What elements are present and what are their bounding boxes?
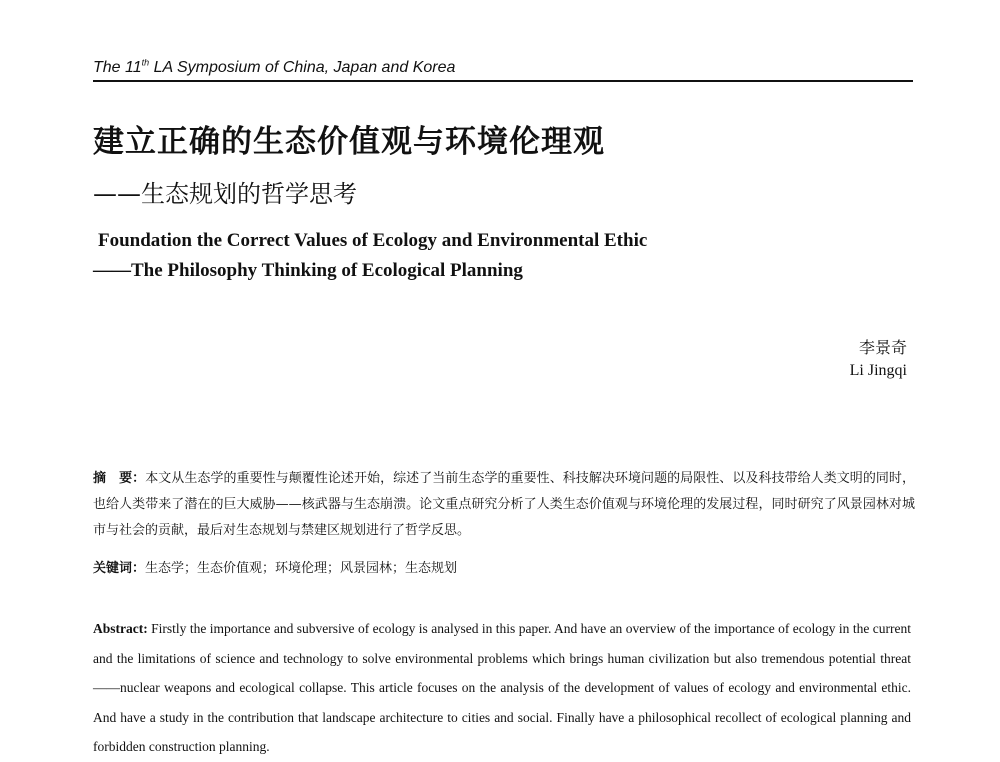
chinese-abstract-text: 本文从生态学的重要性与颠覆性论述开始，综述了当前生态学的重要性、科技解决环境问题的局限性、以及科技带给人类文明的同时，也给人类带来了潜在的巨大威胁——核武器与生态崩溃。论文重点研究分析了人类生态价值观与环境伦理的发展过程，同时研究了风景园林对城市与社会的贡献，最后对生态规划与禁建区规划进行了哲学反思。 xyxy=(93,471,915,538)
chinese-abstract-label: 摘 要： xyxy=(93,471,146,486)
symposium-title xyxy=(93,59,455,76)
english-abstract xyxy=(93,614,911,762)
header-suffix: LA Symposium of China, Japan and Korea xyxy=(149,59,456,76)
chinese-keywords xyxy=(93,557,915,581)
header-prefix: The 11 xyxy=(93,59,142,76)
english-subtitle: ——The Philosophy Thinking of Ecological Planning xyxy=(93,260,523,281)
chinese-title: 建立正确的生态价值观与环境伦理观 xyxy=(93,124,605,160)
author-block xyxy=(850,336,907,382)
english-abstract-label: Abstract: xyxy=(93,621,148,636)
author-name-english: Li Jingqi xyxy=(849,362,907,379)
chinese-abstract xyxy=(93,466,915,544)
running-header xyxy=(93,58,913,82)
header-ordinal-suffix: th xyxy=(141,57,150,68)
chinese-keywords-text: 生态学；生态价值观；环境伦理；风景园林；生态规划 xyxy=(145,561,458,576)
english-abstract-text: Firstly the importance and subversive of ecology is analysed in this paper. And have an overview of the importance of ecology in the current and the limitations of science and technology to solve environmental problems which brings human civilization but also tremendous potential threat——nuclear weapons and ecological collapse. This article focuses on the analysis of the development of values of ecology and environmental ethic. And have a study in the contribution that landscape architecture to cities and social. Finally have a philosophical recollect of ecological planning and forbidden construction planning. xyxy=(93,621,911,754)
chinese-subtitle: ——生态规划的哲学思考 xyxy=(93,180,357,208)
author-name-chinese: 李景奇 xyxy=(858,338,907,357)
chinese-keywords-label: 关键词： xyxy=(93,561,146,576)
english-title: Foundation the Correct Values of Ecology and Environmental Ethic xyxy=(98,230,648,251)
